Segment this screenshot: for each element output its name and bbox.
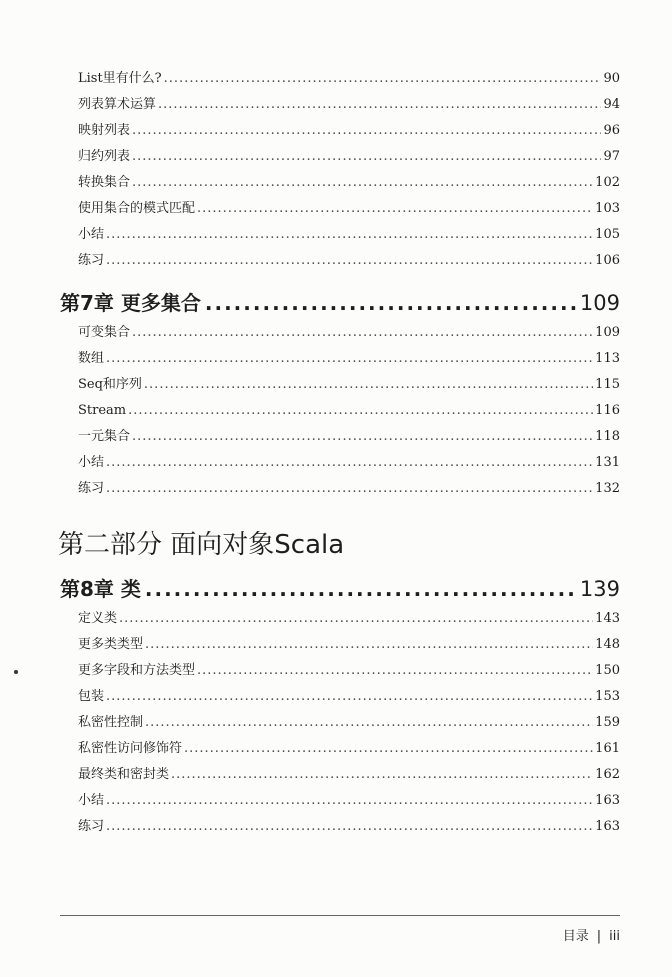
leader-dots — [106, 346, 593, 372]
page-footer — [563, 925, 620, 944]
entry-page: 109 — [595, 325, 620, 340]
toc-entry[interactable] — [60, 814, 620, 840]
entry-title: 小结 — [78, 227, 105, 242]
leader-dots — [145, 632, 593, 658]
leader-dots — [132, 118, 601, 144]
entry-page: 153 — [595, 689, 620, 704]
footer-label: 目录 — [562, 929, 589, 944]
entry-page: 132 — [595, 481, 620, 496]
entry-title: 练习 — [78, 481, 105, 496]
part-heading[interactable]: 第二部分 面向对象Scala — [58, 530, 345, 560]
entry-title: 练习 — [78, 253, 105, 268]
entry-page: 97 — [603, 149, 620, 164]
toc-entry[interactable] — [60, 424, 620, 450]
entry-page: 148 — [595, 637, 620, 652]
entry-title: 定义类 — [78, 611, 118, 626]
entry-title: 最终类和密封类 — [78, 767, 170, 782]
toc-entry[interactable] — [60, 788, 620, 814]
entry-page: 94 — [603, 97, 620, 112]
leader-dots — [145, 572, 576, 606]
entry-page: 161 — [595, 741, 620, 756]
toc-entry[interactable] — [60, 476, 620, 502]
toc-entry[interactable] — [60, 144, 620, 170]
entry-page: 116 — [595, 403, 620, 418]
toc-entry[interactable] — [60, 398, 620, 424]
toc-entry[interactable] — [60, 606, 620, 632]
toc-entry[interactable] — [60, 710, 620, 736]
chapter-heading[interactable] — [60, 286, 620, 320]
entry-page: 118 — [595, 429, 620, 444]
entry-page: 115 — [595, 377, 620, 392]
entry-title: 可变集合 — [78, 325, 131, 340]
toc-entry[interactable] — [60, 736, 620, 762]
leader-dots — [144, 372, 593, 398]
leader-dots — [106, 248, 593, 274]
entry-page: 163 — [595, 793, 620, 808]
entry-title: Seq和序列 — [78, 377, 142, 392]
entry-title: 列表算术运算 — [78, 97, 157, 112]
leader-dots — [106, 788, 593, 814]
chapter-page: 109 — [579, 291, 620, 315]
leader-dots — [106, 450, 593, 476]
toc-chapter-8 — [60, 572, 620, 840]
leader-dots — [128, 398, 593, 424]
entry-page: 162 — [595, 767, 620, 782]
leader-dots — [119, 606, 593, 632]
leader-dots — [132, 170, 593, 196]
footer-page-number: iii — [609, 929, 620, 944]
leader-dots — [158, 92, 601, 118]
leader-dots — [132, 424, 593, 450]
toc-entry[interactable] — [60, 92, 620, 118]
toc-entry[interactable] — [60, 762, 620, 788]
entry-page: 106 — [595, 253, 620, 268]
toc-entry[interactable] — [60, 196, 620, 222]
entry-title: 使用集合的模式匹配 — [78, 201, 196, 216]
toc-entry[interactable] — [60, 320, 620, 346]
leader-dots — [145, 710, 593, 736]
leader-dots — [164, 66, 602, 92]
toc-entry[interactable] — [60, 248, 620, 274]
toc-entry[interactable] — [60, 170, 620, 196]
entry-title: 包装 — [78, 689, 105, 704]
entry-page: 102 — [595, 175, 620, 190]
entry-page: 96 — [603, 123, 620, 138]
leader-dots — [106, 814, 593, 840]
toc-chapter-7 — [60, 286, 620, 502]
footer-separator: | — [596, 929, 602, 944]
toc-entry[interactable] — [60, 118, 620, 144]
entry-title: Stream — [78, 403, 127, 418]
entry-title: 转换集合 — [78, 175, 131, 190]
toc-entry[interactable] — [60, 66, 620, 92]
entry-page: 163 — [595, 819, 620, 834]
entry-page: 105 — [595, 227, 620, 242]
entry-page: 143 — [595, 611, 620, 626]
entry-title: 数组 — [78, 351, 105, 366]
leader-dots — [171, 762, 593, 788]
leader-dots — [132, 320, 593, 346]
entry-title: 更多类类型 — [78, 637, 144, 652]
toc-entry[interactable] — [60, 450, 620, 476]
entry-title: 小结 — [78, 793, 105, 808]
leader-dots — [106, 684, 593, 710]
toc-entry[interactable] — [60, 632, 620, 658]
toc-section-continued — [60, 66, 620, 274]
toc-entry[interactable] — [60, 658, 620, 684]
entry-page: 103 — [595, 201, 620, 216]
entry-title: 小结 — [78, 455, 105, 470]
toc-entry[interactable] — [60, 222, 620, 248]
entry-page: 159 — [595, 715, 620, 730]
toc-entry[interactable] — [60, 372, 620, 398]
leader-dots — [106, 476, 593, 502]
leader-dots — [184, 736, 593, 762]
leader-dots — [197, 658, 593, 684]
leader-dots — [132, 144, 601, 170]
entry-title: 一元集合 — [78, 429, 131, 444]
chapter-title: 第8章 类 — [60, 577, 141, 601]
entry-page: 150 — [595, 663, 620, 678]
chapter-heading[interactable] — [60, 572, 620, 606]
leader-dots — [205, 286, 576, 320]
entry-page: 90 — [603, 71, 620, 86]
leader-dots — [197, 196, 593, 222]
entry-page: 113 — [595, 351, 620, 366]
entry-title: 私密性控制 — [78, 715, 144, 730]
toc-entry[interactable] — [60, 346, 620, 372]
entry-title: 练习 — [78, 819, 105, 834]
footer-divider — [60, 915, 620, 916]
entry-title: 映射列表 — [78, 123, 131, 138]
leader-dots — [106, 222, 593, 248]
stray-mark — [14, 670, 18, 674]
toc-entry[interactable] — [60, 684, 620, 710]
chapter-page: 139 — [579, 577, 620, 601]
entry-title: List里有什么? — [78, 71, 162, 86]
entry-title: 更多字段和方法类型 — [78, 663, 196, 678]
chapter-title: 第7章 更多集合 — [60, 291, 201, 315]
entry-title: 私密性访问修饰符 — [78, 741, 183, 756]
entry-page: 131 — [595, 455, 620, 470]
entry-title: 归约列表 — [78, 149, 131, 164]
